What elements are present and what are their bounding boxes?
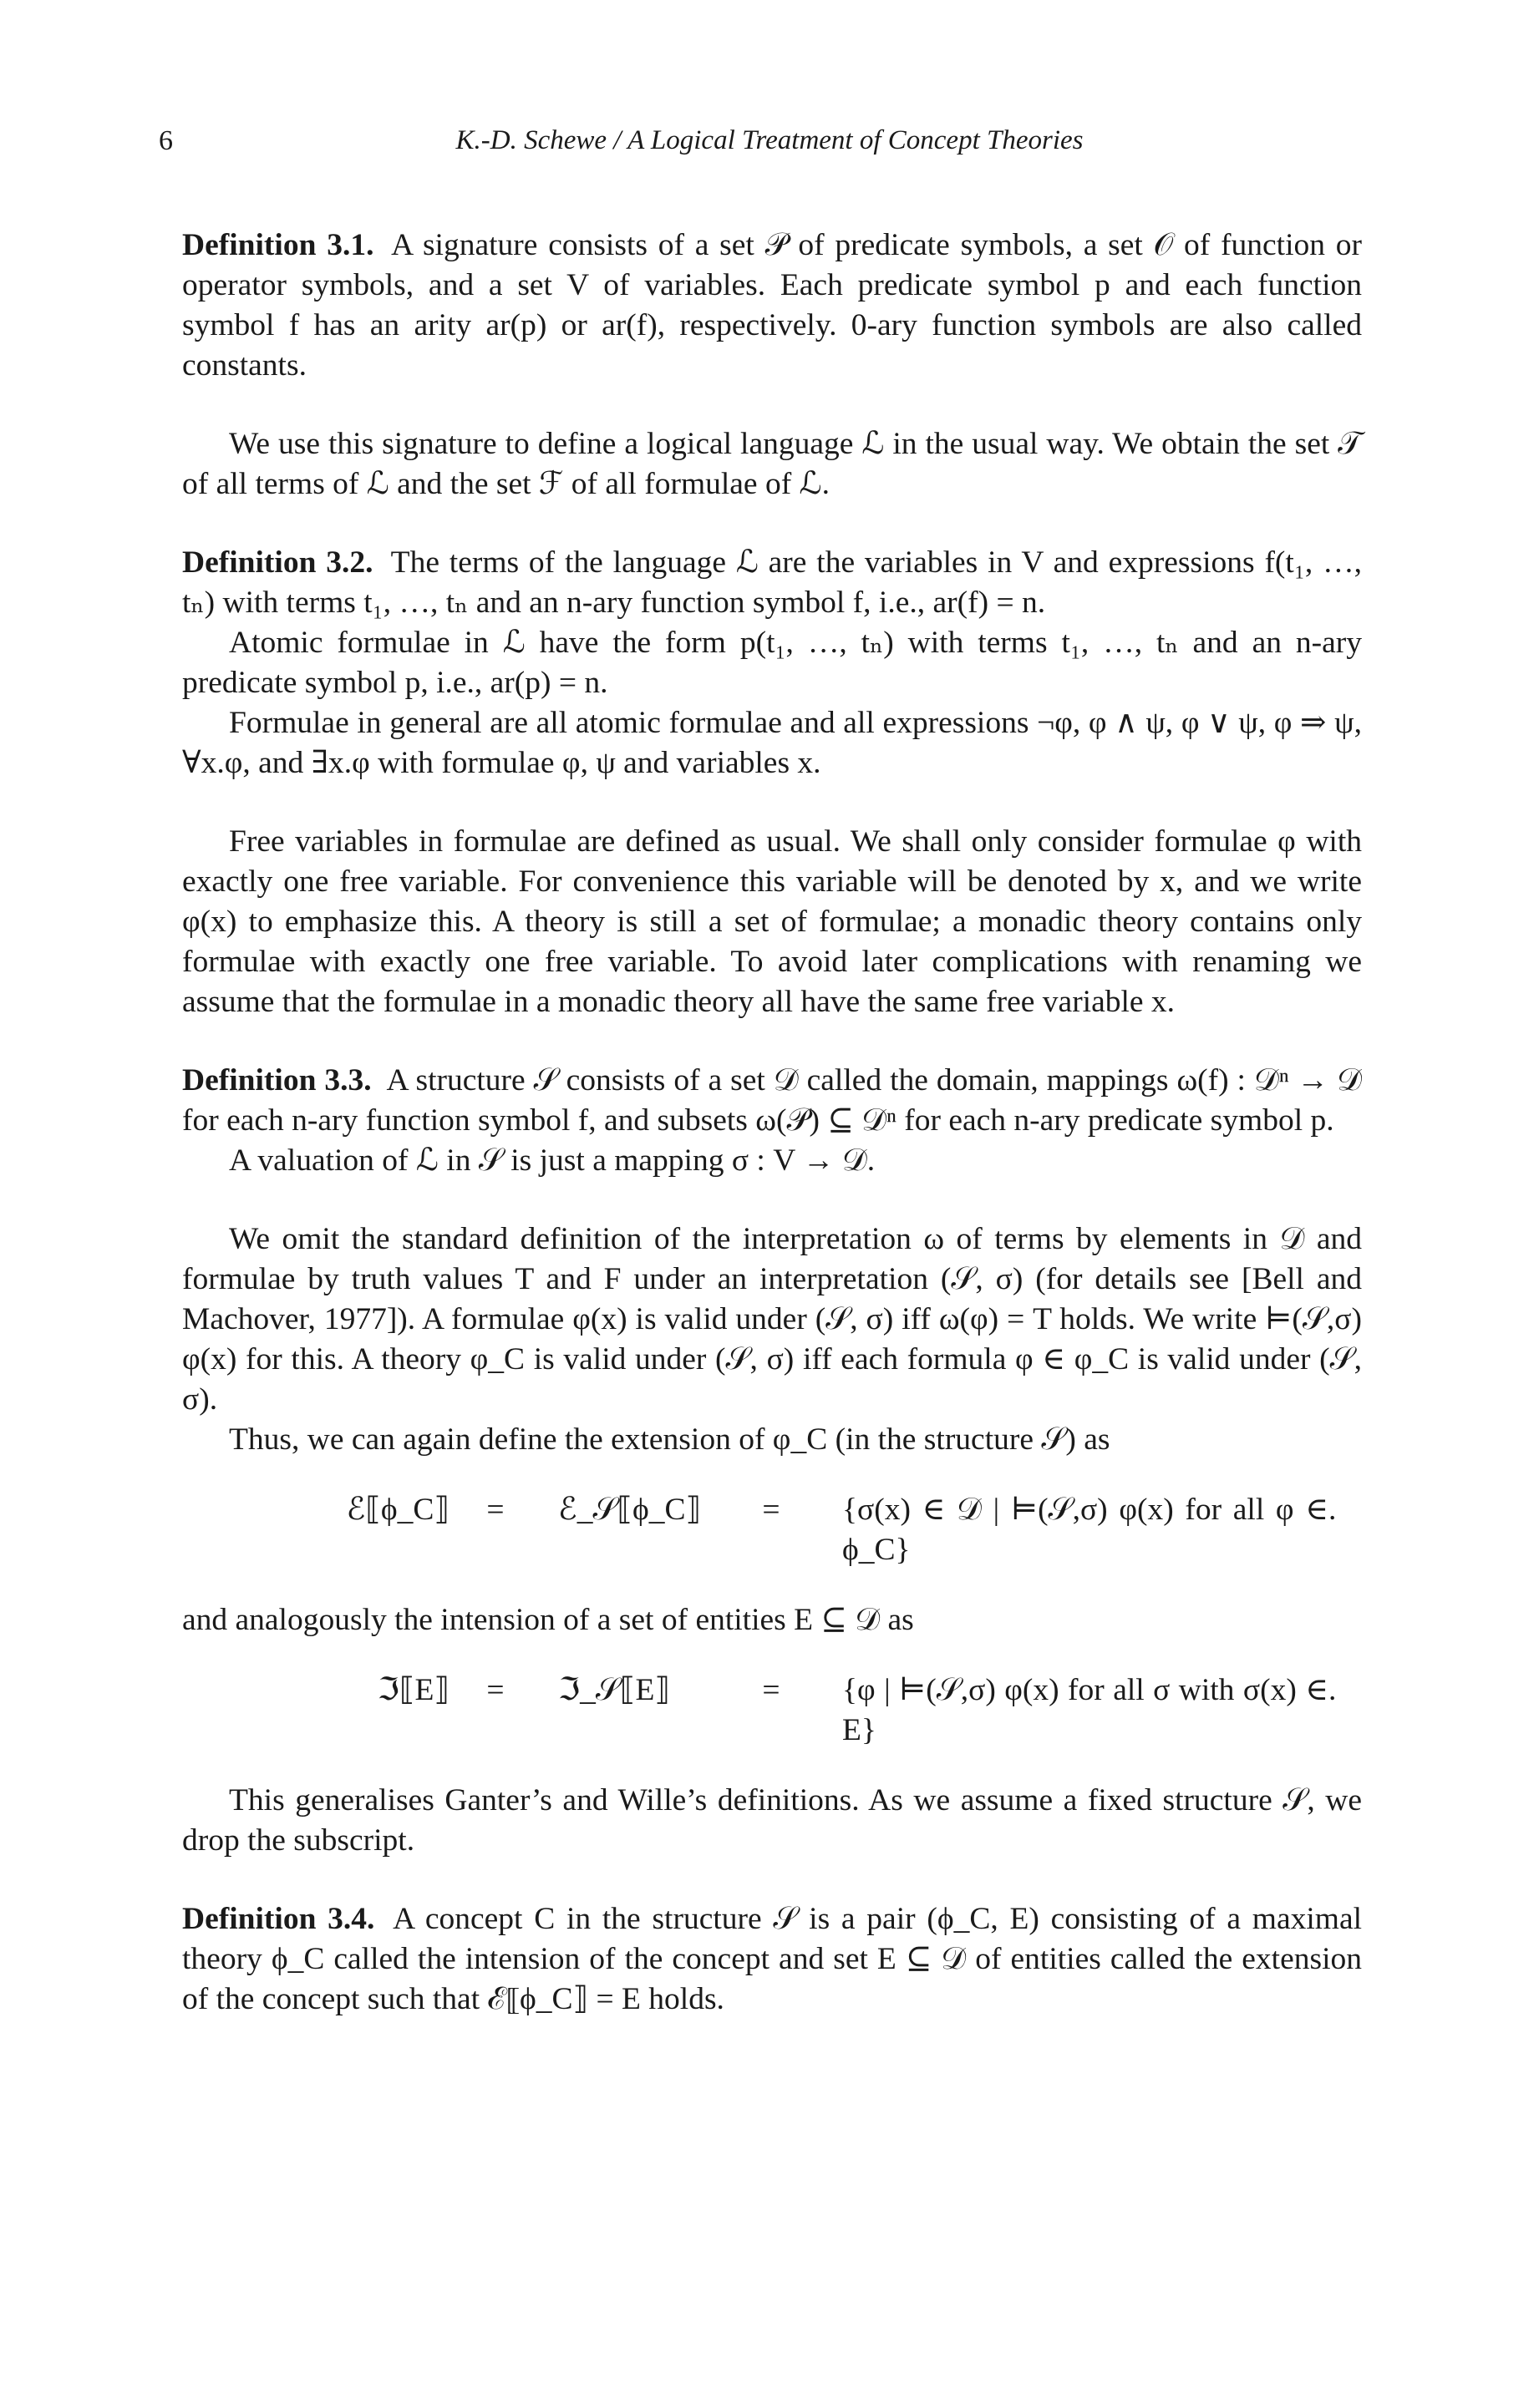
definition-3-3-valuation: A valuation of ℒ in 𝒮 is just a mapping σ : V → 𝒟.: [229, 1143, 876, 1178]
paragraph-interpretation: We omit the standard definition of the interpretation ω of terms by elements in 𝒟 and formulae by truth values T and F under an interpretation (𝒮, σ) (for details see [Bell and Machover, 1977]). A formulae φ(x) is valid under (𝒮, σ) iff ω(φ) = T holds. We write ⊨(𝒮,σ) φ(x) for this. A theory φ_C is valid under (𝒮, σ) iff each formula φ ∈ φ_C is valid under (𝒮, σ).: [182, 1222, 1362, 1417]
page-body: [182, 226, 1362, 2020]
definition-3-2-formulae: Formulae in general are all atomic formulae and all expressions ¬φ, φ ∧ ψ, φ ∨ ψ, φ ⇒ ψ, ∀x.φ, and ∃x.φ with formulae φ, ψ and variables x.: [182, 706, 1362, 780]
definition-3-3: [182, 1061, 1362, 1141]
page-number: 6: [159, 125, 173, 156]
definition-label: Definition 3.1.: [182, 228, 374, 262]
equation-equals: =: [762, 1493, 780, 1527]
paragraph-thus: Thus, we can again define the extension of φ_C (in the structure 𝒮) as: [229, 1422, 1110, 1457]
equation-intension: [182, 1670, 1362, 1751]
equation-period: .: [1328, 1493, 1337, 1527]
paragraph-analogous: and analogously the intension of a set of entities E ⊆ 𝒟 as: [182, 1603, 914, 1637]
equation-middle: ℑ_𝒮⟦E⟧: [558, 1673, 670, 1707]
definition-text: A structure 𝒮 consists of a set 𝒟 called the domain, mappings ω(f) : 𝒟ⁿ → 𝒟 for each n-ary function symbol f, and subsets ω(𝒫) ⊆ 𝒟ⁿ for each n-ary predicate symbol p.: [182, 1063, 1362, 1138]
definition-text: A signature consists of a set 𝒫 of predicate symbols, a set 𝒪 of function or operator symbols, and a set V of variables. Each predicate symbol p and each function symbol f has an arity ar(p) or ar(f), respectively. 0-ary function symbols are also called constants.: [182, 228, 1363, 383]
definition-3-1: [182, 226, 1362, 386]
paragraph-generalises: This generalises Ganter’s and Wille’s definitions. As we assume a fixed structure 𝒮, we drop the subscript.: [182, 1783, 1362, 1858]
definition-3-2: [182, 543, 1362, 623]
paragraph-language: We use this signature to define a logical language ℒ in the usual way. We obtain the set 𝒯 of all terms of ℒ and the set ℱ of all formulae of ℒ.: [182, 427, 1362, 501]
equation-equals: =: [486, 1493, 505, 1527]
definition-label: Definition 3.2.: [182, 545, 373, 580]
definition-3-4: [182, 1899, 1362, 2020]
equation-equals: =: [762, 1673, 780, 1707]
definition-label: Definition 3.4.: [182, 1902, 375, 1936]
equation-extension: [182, 1490, 1362, 1570]
equation-lhs: ℰ⟦ϕ_C⟧: [346, 1493, 450, 1527]
paragraph-free-variables: Free variables in formulae are defined as usual. We shall only consider formulae φ with exactly one free variable. For convenience this variable will be denoted by x, and we write φ(x) to emphasize this. A theory is still a set of formulae; a monadic theory contains only formulae with exactly one free variable. To avoid later complications with renaming we assume that the formulae in a monadic theory all have the same free variable x.: [182, 824, 1362, 1019]
definition-label: Definition 3.3.: [182, 1063, 372, 1098]
definition-3-2-atomic: Atomic formulae in ℒ have the form p(t₁, …, tₙ) with terms t₁, …, tₙ and an n-ary predicate symbol p, i.e., ar(p) = n.: [182, 626, 1362, 700]
equation-rhs: {φ | ⊨(𝒮,σ) φ(x) for all σ with σ(x) ∈ E}: [842, 1673, 1328, 1747]
page-header: [0, 125, 1539, 167]
running-head: K.-D. Schewe / A Logical Treatment of Concept Theories: [455, 125, 1084, 155]
definition-text: The terms of the language ℒ are the variables in V and expressions f(t₁, …, tₙ) with terms t₁, …, tₙ and an n-ary function symbol f, i.e., ar(f) = n.: [182, 545, 1362, 620]
equation-period: .: [1328, 1673, 1337, 1707]
equation-middle: ℰ_𝒮⟦ϕ_C⟧: [558, 1493, 702, 1527]
equation-lhs: ℑ⟦E⟧: [377, 1673, 450, 1707]
equation-equals: =: [486, 1673, 505, 1707]
definition-text: A concept C in the structure 𝒮 is a pair (ϕ_C, E) consisting of a maximal theory ϕ_C called the intension of the concept and set E ⊆ 𝒟 of entities called the extension of the concept such that ℰ⟦ϕ_C⟧ = E holds.: [182, 1902, 1363, 2016]
equation-rhs: {σ(x) ∈ 𝒟 | ⊨(𝒮,σ) φ(x) for all φ ∈ ϕ_C}: [842, 1493, 1328, 1567]
